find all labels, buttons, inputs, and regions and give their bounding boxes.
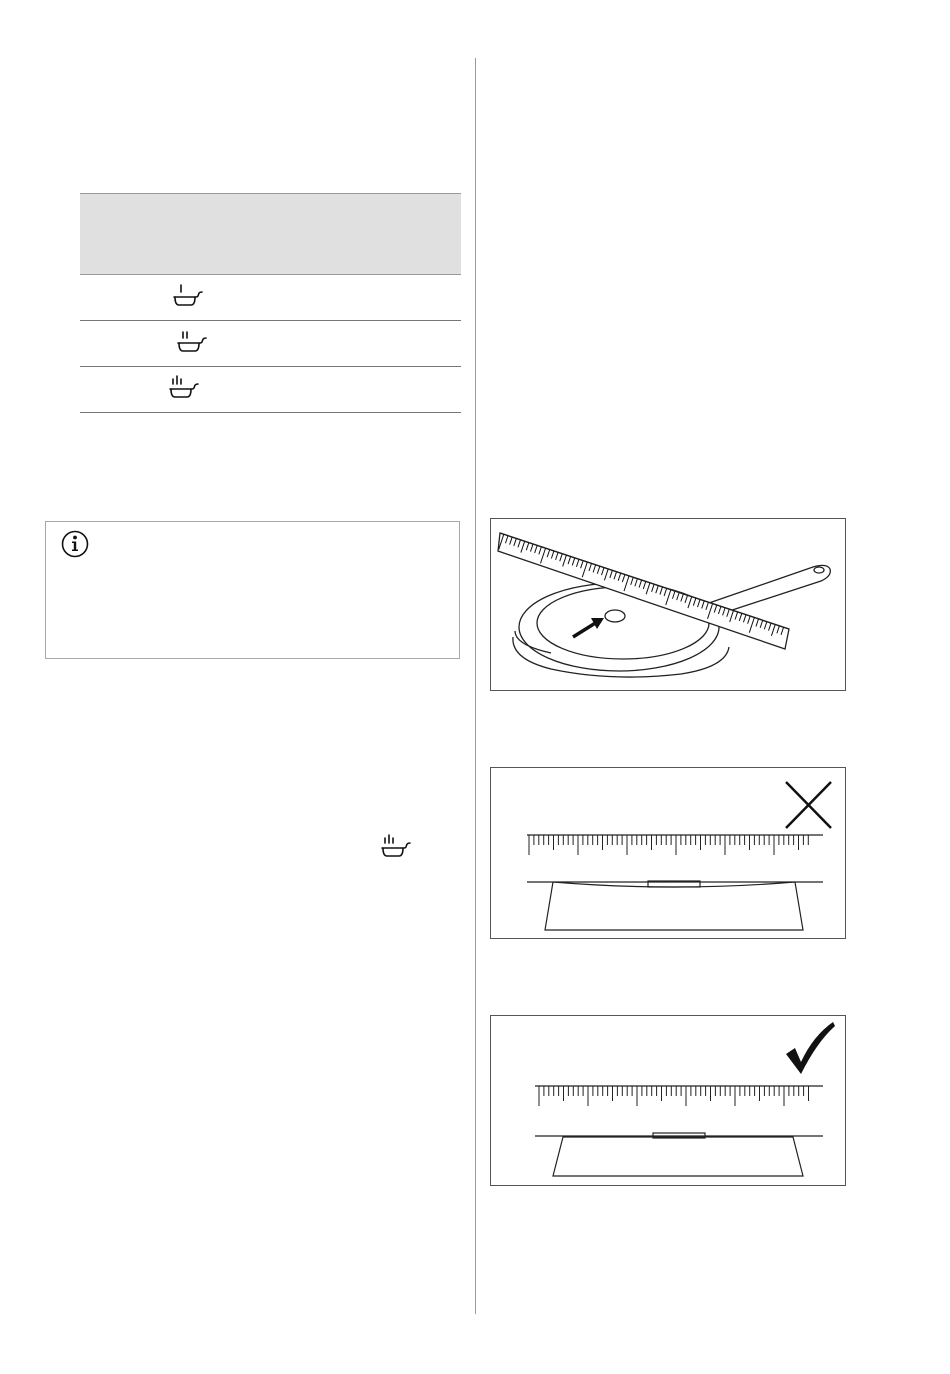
arrow-icon bbox=[573, 618, 604, 637]
table-header bbox=[80, 193, 461, 275]
flat-base-illustration bbox=[491, 1016, 845, 1185]
heat-symbol-table bbox=[80, 193, 461, 413]
cross-icon bbox=[786, 782, 831, 828]
table-row bbox=[80, 321, 461, 367]
ruler-on-pan-illustration bbox=[491, 519, 845, 690]
info-box bbox=[45, 521, 460, 659]
figure-uneven-base bbox=[490, 767, 846, 939]
check-icon bbox=[786, 1022, 835, 1074]
pan-three-lines-icon bbox=[166, 374, 202, 404]
uneven-base-illustration bbox=[491, 768, 845, 938]
column-divider bbox=[475, 58, 476, 1314]
pan-two-lines-icon bbox=[174, 328, 210, 358]
figure-ruler-on-pan bbox=[490, 518, 846, 691]
pan-one-line-icon bbox=[170, 282, 206, 312]
figure-flat-base bbox=[490, 1015, 846, 1186]
pan-three-lines-icon bbox=[378, 833, 414, 863]
table-row bbox=[80, 275, 461, 321]
table-row bbox=[80, 367, 461, 413]
info-icon bbox=[60, 529, 90, 559]
